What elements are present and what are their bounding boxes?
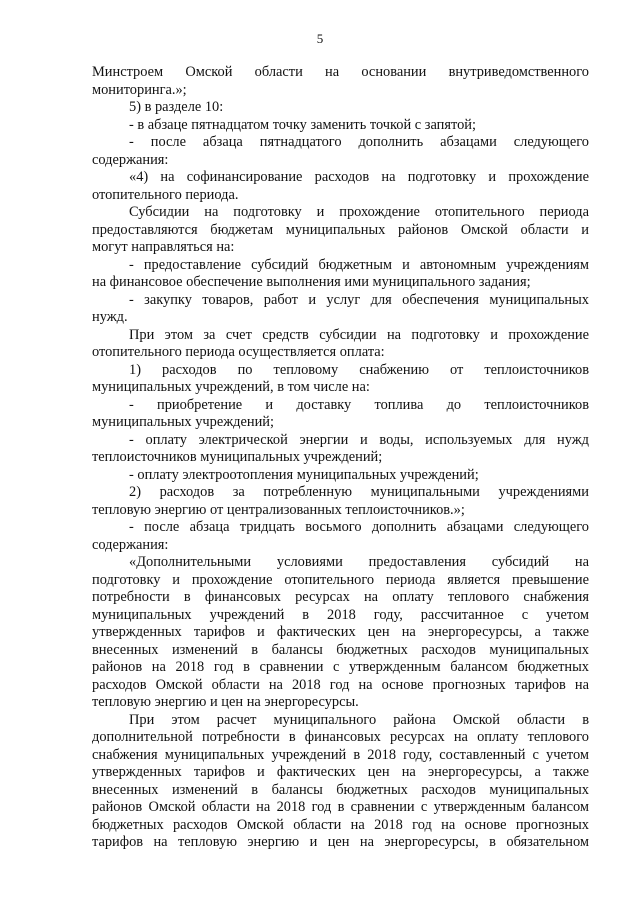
text-line: 1) расходов по тепловому снабжению от теплоисточников — [129, 361, 589, 378]
text-line: снабжения муниципальных учреждений в 2018 году, составленный с учетом — [92, 746, 589, 763]
document-body — [92, 64, 589, 852]
text-line: на финансовое обеспечение выполнения ими муниципального задания; — [92, 274, 531, 290]
text-line: содержания: — [92, 536, 169, 553]
text-line: «Дополнительными условиями предоставления субсидий на — [129, 554, 589, 570]
text-line: тепловую энергию и цен на энергоресурсы. — [92, 694, 359, 710]
text-line: муниципальных учреждений в 2018 году, рассчитанное с учетом — [92, 606, 589, 623]
text-line: - предоставление субсидий бюджетным и автономным учреждениям — [129, 256, 589, 273]
text-line: муниципальных учреждений, в том числе на: — [92, 379, 370, 395]
text-line: потребности в финансовых ресурсах на оплату теплового снабжения — [92, 589, 589, 605]
text-line: Минстроем Омской области на основании внутриведомственного — [92, 64, 589, 80]
text-line: утвержденных тарифов и фактических цен на энергоресурсы, а также — [92, 624, 589, 640]
text-line: мониторинга.»; — [92, 81, 187, 98]
text-line: муниципальных учреждений; — [92, 414, 274, 430]
text-line: содержания: — [92, 151, 169, 168]
text-line: внесенных изменений в балансы бюджетных расходов муниципальных — [92, 641, 589, 658]
page-number: 5 — [316, 31, 324, 46]
text-line: Субсидии на подготовку и прохождение отопительного периода — [129, 204, 589, 220]
text-line: - оплату электрической энергии и воды, используемых для нужд — [129, 431, 589, 448]
text-line: При этом расчет муниципального района Омской области в — [129, 711, 589, 728]
text-line: дополнительной потребности в финансовых ресурсах на оплату теплового — [92, 729, 589, 745]
text-line: отопительного периода. — [92, 186, 239, 203]
text-line: - после абзаца пятнадцатого дополнить абзацами следующего — [129, 134, 589, 150]
text-line: - оплату электроотопления муниципальных учреждений; — [129, 466, 479, 483]
text-line: - после абзаца тридцать восьмого дополнить абзацами следующего — [129, 519, 589, 535]
text-line: подготовку и прохождение отопительного периода является превышение — [92, 571, 589, 588]
text-line: районов на 2018 год в сравнении с утвержденным балансом бюджетных — [92, 659, 589, 675]
text-line: внесенных изменений в балансы бюджетных расходов муниципальных — [92, 781, 589, 798]
text-line: - закупку товаров, работ и услуг для обеспечения муниципальных — [129, 291, 589, 308]
text-line: нужд. — [92, 309, 128, 325]
text-line: отопительного периода осуществляется оплата: — [92, 344, 385, 360]
text-line: 2) расходов за потребленную муниципальными учреждениями — [129, 484, 589, 500]
text-line: районов Омской области на 2018 год в сравнении с утвержденным балансом — [92, 799, 589, 815]
text-line: - в абзаце пятнадцатом точку заменить точкой с запятой; — [129, 116, 476, 133]
text-line: - приобретение и доставку топлива до теплоисточников — [129, 396, 589, 413]
text-line: 5) в разделе 10: — [129, 99, 224, 115]
text-line: тепловую энергию от централизованных теплоисточников.»; — [92, 501, 465, 518]
text-line: «4) на софинансирование расходов на подготовку и прохождение — [129, 169, 589, 185]
text-line: предоставляются бюджетам муниципальных районов Омской области и — [92, 221, 589, 238]
text-line: расходов Омской области на 2018 год на основе прогнозных тарифов на — [92, 676, 589, 693]
text-line: При этом за счет средств субсидии на подготовку и прохождение — [129, 326, 589, 343]
text-line: бюджетных расходов Омской области на 2018 год на основе прогнозных — [92, 816, 589, 833]
text-line: утвержденных тарифов и фактических цен на энергоресурсы, а также — [92, 764, 589, 780]
text-line: теплоисточников муниципальных учреждений; — [92, 449, 383, 465]
text-line: могут направляться на: — [92, 239, 235, 255]
text-line: тарифов на тепловую энергию и цен на энергоресурсы, в обязательном — [92, 834, 589, 850]
